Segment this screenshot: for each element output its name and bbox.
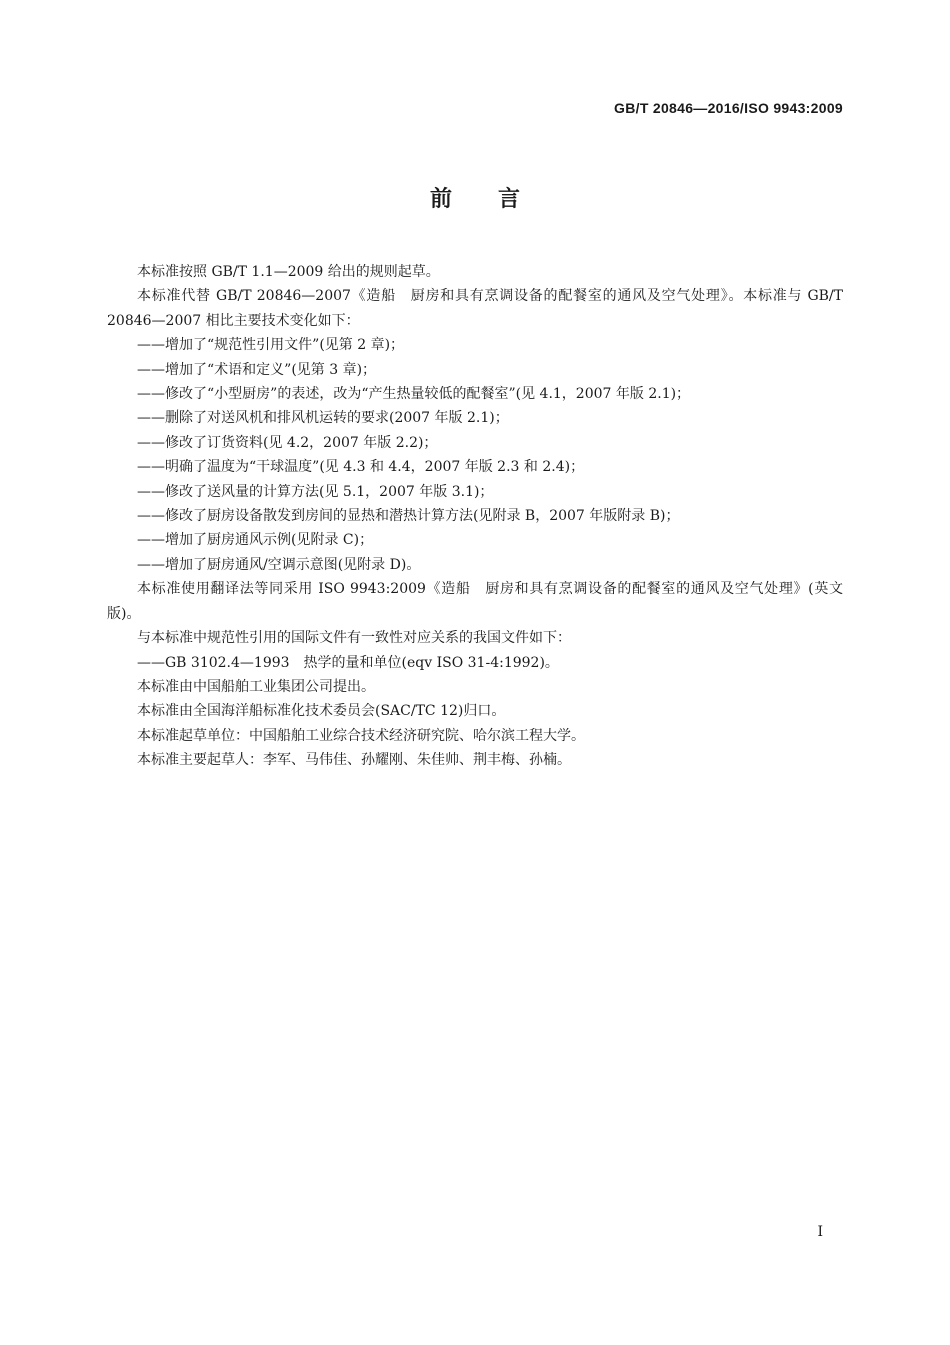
change-item: ——修改了订货资料(见 4.2，2007 年版 2.2)； (137, 434, 438, 451)
change-item: ——修改了送风量的计算方法(见 5.1，2007 年版 3.1)； (137, 483, 494, 500)
page-number: I (817, 1224, 823, 1240)
paragraph-corresponding-documents: 与本标准中规范性引用的国际文件有一致性对应关系的我国文件如下： (137, 630, 571, 647)
paragraph-drafting-units: 本标准起草单位：中国船舶工业综合技术经济研究院、哈尔滨工程大学。 (137, 727, 585, 744)
paragraph-translation-method: 本标准使用翻译法等同采用 ISO 9943:2009《造船 厨房和具有烹调设备的配餐室的通风及空气处理》(英文版)。 (107, 581, 843, 622)
change-item: ——增加了厨房通风/空调示意图(见附录 D)。 (137, 556, 421, 573)
paragraph-proposer: 本标准由中国船舶工业集团公司提出。 (137, 678, 375, 695)
paragraph-replacement: 本标准代替 GB/T 20846—2007《造船 厨房和具有烹调设备的配餐室的通风及空气处理》。本标准与 GB/T 20846—2007 相比主要技术变化如下： (107, 288, 843, 329)
change-item: ——修改了“小型厨房”的表述，改为“产生热量较低的配餐室”(见 4.1，2007 年版 2.1)； (137, 386, 691, 403)
standard-number-header: GB/T 20846—2016/ISO 9943:2009 (614, 100, 843, 116)
page-title: 前言 (429, 187, 566, 212)
change-item: ——修改了厨房设备散发到房间的显热和潜热计算方法(见附录 B，2007 年版附录 B)； (137, 508, 680, 525)
change-item: ——增加了“规范性引用文件”(见第 2 章)； (137, 337, 405, 354)
change-item: ——删除了对送风机和排风机运转的要求(2007 年版 2.1)； (137, 410, 509, 427)
paragraph-drafting-rules: 本标准按照 GB/T 1.1—2009 给出的规则起草。 (137, 264, 440, 280)
change-item: ——明确了温度为“干球温度”(见 4.3 和 4.4，2007 年版 2.3 和 2.4)； (137, 459, 585, 476)
change-item: ——增加了厨房通风示例(见附录 C)； (137, 532, 374, 549)
foreword-body (107, 260, 843, 773)
change-item: ——增加了“术语和定义”(见第 3 章)； (137, 361, 377, 378)
paragraph-technical-committee: 本标准由全国海洋船标准化技术委员会(SAC/TC 12)归口。 (137, 703, 506, 720)
corresponding-document-item: ——GB 3102.4—1993 热学的量和单位(eqv ISO 31-4:1992)。 (137, 654, 559, 671)
paragraph-drafters: 本标准主要起草人：李军、马伟佳、孙耀刚、朱佳帅、荆丰梅、孙楠。 (137, 752, 571, 769)
